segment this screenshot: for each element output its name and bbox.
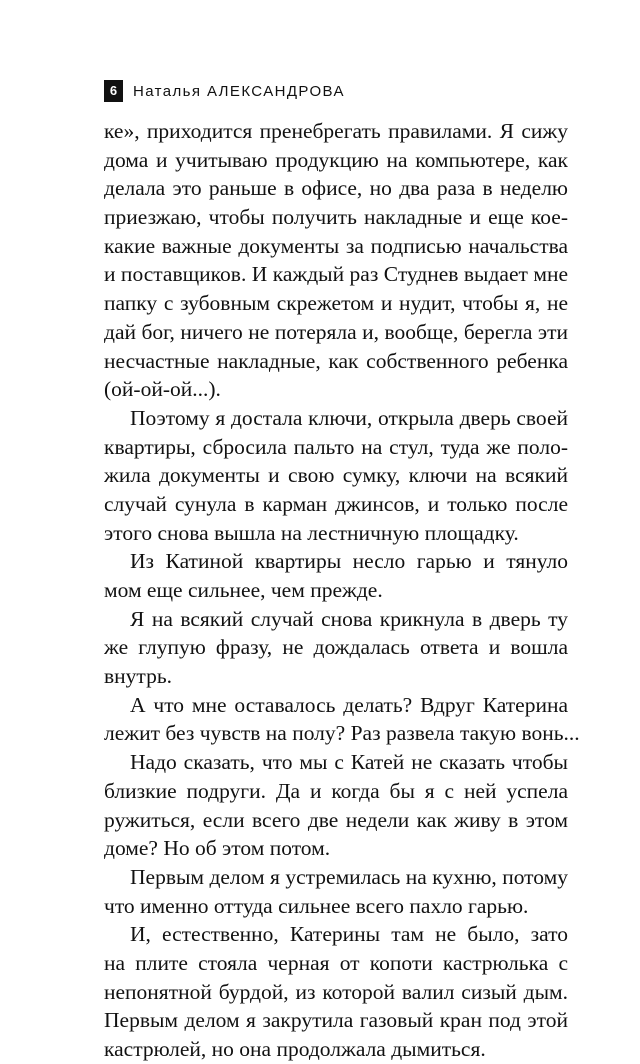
running-header	[104, 80, 345, 102]
text-line: доме? Но об этом потом.	[104, 836, 331, 861]
text-line: этого снова вышла на лестничную площадку.	[104, 520, 519, 545]
text-line: Я на всякий случай снова крикнула в дверь ту	[130, 606, 568, 631]
text-line: дай бог, ничего не потеряла и, вообще, берегла эти	[104, 319, 568, 344]
text-line: близкие подруги. Да и когда бы я с ней успела	[104, 778, 568, 803]
text-line: дома и учитываю продукцию на компьютере, как	[104, 147, 568, 172]
text-line: И, естественно, Катерины там не было, зато	[130, 922, 568, 947]
text-line: квартиры, сбросила пальто на стул, туда же поло-	[104, 434, 568, 459]
text-line: Первым делом я закрутила газовый кран под этой	[104, 1008, 568, 1033]
text-line: же глупую фразу, не дождалась ответа и вошла	[104, 635, 568, 660]
text-line: Надо сказать, что мы с Катей не сказать чтобы	[130, 750, 568, 775]
text-line: случай сунула в карман джинсов, и только после	[104, 491, 568, 516]
text-line: ке», приходится пренебрегать правилами. Я сижу	[104, 119, 568, 143]
text-line: делала это раньше в офисе, но два раза в неделю	[104, 176, 568, 201]
text-line: на плите стояла черная от копоти кастрюлька с	[104, 950, 568, 975]
text-line: приезжаю, чтобы получить накладные и еще кое-	[104, 205, 568, 230]
text-line: А что мне оставалось делать? Вдруг Катерина	[130, 692, 568, 717]
text-line: внутрь.	[104, 664, 172, 689]
text-line: и поставщиков. И каждый раз Студнев выдает мне	[104, 262, 568, 287]
text-line: какие важные документы за подписью начальства	[104, 233, 568, 258]
text-line: что именно оттуда сильнее всего пахло гарью.	[104, 893, 529, 918]
text-line: (ой-ой-ой...).	[104, 377, 221, 402]
text-line: несчастные накладные, как собственного ребенка	[104, 348, 568, 373]
text-line: жила документы и свою сумку, ключи на всякий	[104, 463, 568, 488]
text-line: Первым делом я устремилась на кухню, потому	[130, 864, 568, 889]
body-text	[104, 117, 580, 1064]
text-line: кастрюлей, но она продолжала дымиться.	[104, 1037, 486, 1061]
text-line: папку с зубовным скрежетом и нудит, чтобы я, не	[104, 291, 568, 316]
text-line: Из Катиной квартиры несло гарью и тянуло	[130, 549, 568, 574]
author-running-head: Наталья АЛЕКСАНДРОВА	[133, 82, 345, 100]
text-line: ружиться, если всего две недели как живу в этом	[104, 807, 568, 832]
page-number: 6	[104, 80, 123, 102]
text-line: Поэтому я достала ключи, открыла дверь своей	[130, 405, 568, 430]
text-line: мом еще сильнее, чем прежде.	[104, 578, 383, 602]
text-line: лежит без чувств на полу? Раз развела такую вонь...	[104, 721, 580, 746]
text-line: непонятной бурдой, из которой валил сизый дым.	[104, 979, 568, 1004]
